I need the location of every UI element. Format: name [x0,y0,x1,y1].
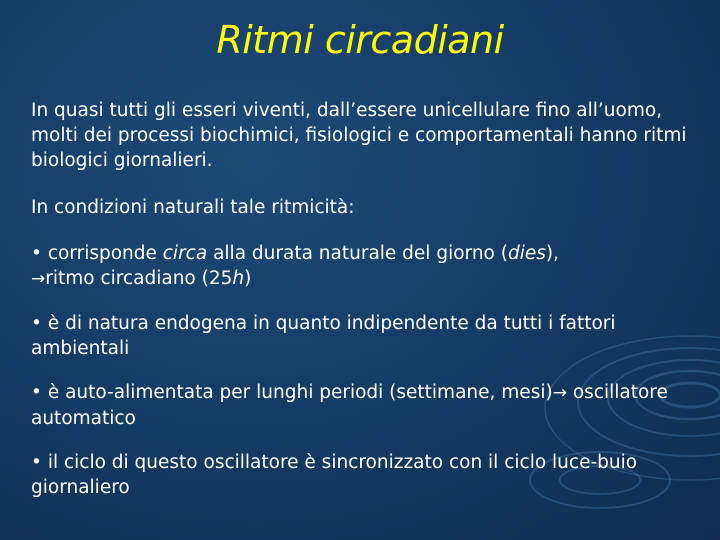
arrow-icon: → [552,383,567,403]
bullet-item: • corrisponde circa alla durata naturale del giorno (dies), →ritmo circadiano (25h) [31,243,559,289]
intro-paragraph: In quasi tutti gli esseri viventi, dall’essere unicellulare fino all’uomo, molti dei processi biochimici, fisiologici e comportamentali hanno ritmi biologici giornalieri. [31,100,687,171]
bullet-marker: • [31,313,42,334]
slide-body [31,98,703,519]
slide-title: Ritmi circadiani [216,18,504,62]
arrow-icon: → [31,269,46,289]
bullet-item: • è di natura endogena in quanto indipendente da tutti i fattori ambientali [31,313,616,359]
bullet-marker: • [31,452,42,473]
conditions-paragraph: In condizioni naturali tale ritmicità: [31,197,355,218]
bullet-item: • è auto-alimentata per lunghi periodi (settimane, mesi)→ oscillatore automatico [31,382,668,429]
bullet-item: • il ciclo di questo oscillatore è sincronizzato con il ciclo luce-buio giornaliero [31,452,638,498]
bullet-marker: • [31,243,42,264]
bullet-marker: • [31,382,42,403]
